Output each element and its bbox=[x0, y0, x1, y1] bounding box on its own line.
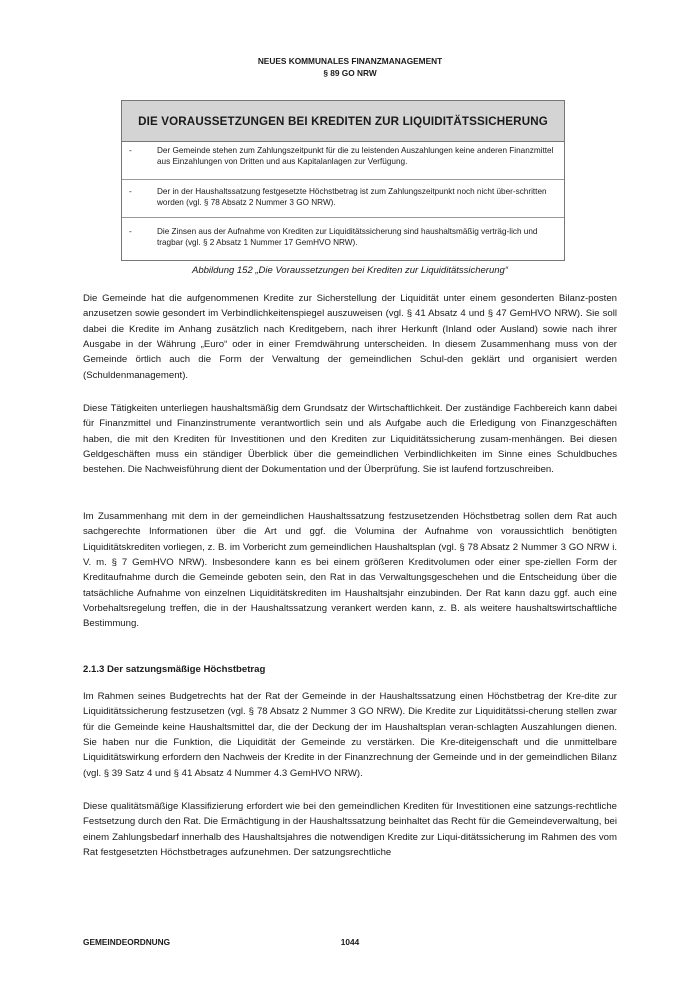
bullet-dash: - bbox=[129, 227, 132, 236]
section-heading: 2.1.3 Der satzungsmäßige Höchstbetrag bbox=[83, 664, 266, 675]
box-item-text: Der Gemeinde stehen zum Zahlungszeitpunkt für die zu leistenden Auszahlungen keine anderen Finanzmittel aus Einzahlungen von Dritten und aus Kapitalanlagen zur Verfügung. bbox=[157, 146, 554, 167]
box-item-text: Die Zinsen aus der Aufnahme von Krediten zur Liquiditätssicherung sind haushaltsmäßig verträg-lich und tragbar (vgl. § 2 Absatz 1 Nummer 17 GemHVO NRW). bbox=[157, 227, 538, 248]
header-title: NEUES KOMMUNALES FINANZMANAGEMENT bbox=[257, 56, 443, 66]
box-item bbox=[122, 142, 564, 180]
figure-caption: Abbildung 152 „Die Voraussetzungen bei Krediten zur Liquiditätssicherung“ bbox=[192, 265, 508, 276]
bullet-dash: - bbox=[129, 187, 132, 196]
box-item bbox=[122, 218, 564, 261]
page-number: 1044 bbox=[340, 937, 360, 947]
body-paragraph: Diese Tätigkeiten unterliegen haushaltsmäßig dem Grundsatz der Wirtschaftlichkeit. Der zuständige Fachbereich kann dabei für Finanzmittel und Finanzinstrumente verantwortlich sein und als Aufgabe auch die Erledigung von Finanzgeschäften haben, die mit den Krediten für Investitionen und den Krediten zur Liquiditätssicherung zusam-menhängen. Bei diesen Geldgeschäften muss ein ständiger Überblick über die gemeindlichen Verbindlichkeiten im Sinne eines Schuldbuches bestehen. Die Nachweisführung dient der Dokumentation und der Überprüfung. Sie ist laufend fortzuschreiben. bbox=[83, 403, 617, 476]
body-paragraph: Im Zusammenhang mit dem in der gemeindlichen Haushaltssatzung festzusetzenden Höchstbetrag sollen dem Rat auch sachgerechte Informationen über die Art und ggf. die Volumina der Aufnahme von voraussichtlich benötigten Liquiditätskrediten vorliegen, z. B. im Vorbericht zum gemeindlichen Haushaltsplan (vgl. § 78 Absatz 2 Nummer 3 GO NRW i. V. m. § 7 GemHVO NRW). Insbesondere kann es bei einem größeren Kreditvolumen oder einer spe-ziellen Form der Kreditaufnahme durch die Gemeinde geboten sein, den Rat in das Verwaltungsgeschehen und die Entscheidung über die tatsächliche Aufnahme von einzelnen Liquiditätskrediten im Haushaltsjahr einzubinden. Der Rat kann dazu ggf. auch eine Vorbehaltsregelung treffen, die in der Haushaltssatzung verankert werden kann, z. B. als weitere haushaltswirtschaftliche Bestimmung. bbox=[83, 511, 617, 630]
body-paragraph: Diese qualitätsmäßige Klassifizierung erfordert wie bei den gemeindlichen Krediten für Investitionen eine satzungs-rechtliche Festsetzung durch den Rat. Die Ermächtigung in der Haushaltssatzung beinhaltet das Recht für die Gemeindeverwaltung, bei einem Zahlungsbedarf innerhalb des Haushaltsjahres die notwendigen Kredite zur Liqui-ditätssicherung im Rahmen des vom Rat festgesetzten Höchstbetrages aufzunehmen. Der satzungsrechtliche bbox=[83, 801, 617, 859]
requirements-box bbox=[121, 100, 565, 261]
box-item bbox=[122, 180, 564, 218]
header-section: § 89 GO NRW bbox=[323, 67, 377, 78]
footer-label: GEMEINDEORDNUNG bbox=[83, 937, 171, 947]
body-paragraph: Im Rahmen seines Budgetrechts hat der Rat der Gemeinde in der Haushaltssatzung einen Höchstbetrag der Kre-dite zur Liquiditätssicherung festzusetzen (vgl. § 78 Absatz 2 Nummer 3 GO NRW). Die Kredite zur Liquiditätssi-cherung stellen zwar für die Gemeinde keine Haushaltsmittel dar, die der Deckung der im Haushaltsplan veran-schlagten Auszahlungen dienen. Sie haben nur die Funktion, die Liquidität der Gemeinde zu verstärken. Die Kre-diteigenschaft und die unmittelbare Liquiditätswirkung erfordern den Nachweis der Kredite in der Finanzrechnung der Gemeinde und in der gemeindlichen Bilanz (vgl. § 39 Satz 4 und § 41 Absatz 4 Nummer 4.3 GemHVO NRW). bbox=[83, 691, 617, 779]
body-paragraph: Die Gemeinde hat die aufgenommenen Kredite zur Sicherstellung der Liquidität unter einem gesonderten Bilanz-posten anzusetzen sowie gesondert im Verbindlichkeitenspiegel auszuweisen (vgl. § 41 Absatz 4 und § 47 GemHVO NRW). Sie soll dabei die Kredite im Anhang zusätzlich nach Kreditgebern, nach ihrer Herkunft (Inland oder Ausland) sowie nach ihrer Ausgabe in der Währung „Euro“ oder in einer Fremdwährung unterscheiden. In diesem Zusammenhang muss von der Gemeinde örtlich auch die Form der Verwaltung der gemeindlichen Schul-den geklärt und organisiert werden (Schuldenmanagement). bbox=[83, 293, 617, 381]
box-title: DIE VORAUSSETZUNGEN BEI KREDITEN ZUR LIQUIDITÄTSSICHERUNG bbox=[122, 101, 564, 142]
box-item-text: Der in der Haushaltssatzung festgesetzte Höchstbetrag ist zum Zahlungszeitpunkt noch nicht über-schritten worden (vgl. § 78 Absatz 2 Nummer 3 GO NRW). bbox=[157, 187, 547, 208]
page-header bbox=[0, 56, 700, 79]
bullet-dash: - bbox=[129, 146, 132, 155]
